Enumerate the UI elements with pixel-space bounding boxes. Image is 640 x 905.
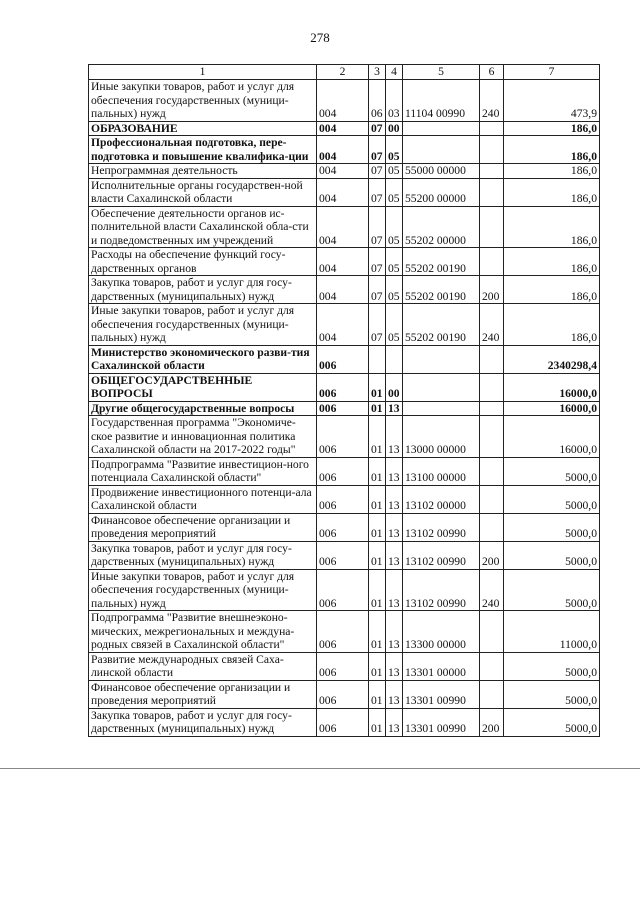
column-header: 6 <box>480 65 504 80</box>
subsection-code-cell: 05 <box>386 248 403 276</box>
expense-type-cell <box>480 345 504 373</box>
target-article-cell: 55202 00190 <box>403 248 480 276</box>
page-number: 278 <box>310 30 330 45</box>
expense-type-cell <box>480 680 504 708</box>
section-code-cell: 07 <box>369 136 386 164</box>
row-name-cell: Закупка товаров, работ и услуг для госу-дарственных (муниципальных) нужд <box>89 276 317 304</box>
amount-cell: 186,0 <box>504 121 600 136</box>
target-article-cell <box>403 401 480 416</box>
column-header: 2 <box>317 65 369 80</box>
column-header: 7 <box>504 65 600 80</box>
ministry-code-cell: 006 <box>317 569 369 611</box>
section-code-cell: 07 <box>369 206 386 248</box>
table-row <box>89 136 600 164</box>
ministry-code-cell: 006 <box>317 611 369 653</box>
row-name-cell: ОБРАЗОВАНИЕ <box>89 121 317 136</box>
target-article-cell: 13301 00990 <box>403 708 480 736</box>
ministry-code-cell: 004 <box>317 121 369 136</box>
subsection-code-cell: 13 <box>386 680 403 708</box>
amount-cell: 5000,0 <box>504 541 600 569</box>
amount-cell: 186,0 <box>504 164 600 179</box>
column-header: 4 <box>386 65 403 80</box>
ministry-code-cell: 004 <box>317 304 369 346</box>
row-name-cell: Закупка товаров, работ и услуг для госу-дарственных (муниципальных) нужд <box>89 541 317 569</box>
row-name-cell: Обеспечение деятельности органов ис-полнительной власти Сахалинской обла-сти и подведомственных им учреждений <box>89 206 317 248</box>
row-name-cell: Иные закупки товаров, работ и услуг для обеспечения государственных (муници-пальных) нужд <box>89 80 317 122</box>
target-article-cell: 55202 00000 <box>403 206 480 248</box>
table-row <box>89 121 600 136</box>
ministry-code-cell: 004 <box>317 248 369 276</box>
table-row <box>89 276 600 304</box>
table-row <box>89 178 600 206</box>
target-article-cell <box>403 373 480 401</box>
expense-type-cell: 240 <box>480 569 504 611</box>
target-article-cell: 13301 00990 <box>403 680 480 708</box>
section-code-cell: 07 <box>369 304 386 346</box>
section-code-cell: 01 <box>369 680 386 708</box>
subsection-code-cell: 13 <box>386 416 403 458</box>
expense-type-cell: 200 <box>480 541 504 569</box>
target-article-cell: 13301 00000 <box>403 652 480 680</box>
table-row <box>89 416 600 458</box>
section-code-cell: 01 <box>369 457 386 485</box>
row-name-cell: ОБЩЕГОСУДАРСТВЕННЫЕ ВОПРОСЫ <box>89 373 317 401</box>
section-code-cell: 07 <box>369 248 386 276</box>
target-article-cell: 13102 00990 <box>403 513 480 541</box>
ministry-code-cell: 004 <box>317 178 369 206</box>
section-code-cell: 01 <box>369 416 386 458</box>
section-code-cell: 01 <box>369 513 386 541</box>
section-code-cell: 01 <box>369 652 386 680</box>
expense-type-cell: 240 <box>480 80 504 122</box>
table-row <box>89 164 600 179</box>
ministry-code-cell: 006 <box>317 513 369 541</box>
ministry-code-cell: 006 <box>317 457 369 485</box>
expense-type-cell <box>480 652 504 680</box>
subsection-code-cell: 05 <box>386 136 403 164</box>
section-code-cell: 07 <box>369 178 386 206</box>
target-article-cell <box>403 345 480 373</box>
section-code-cell: 01 <box>369 373 386 401</box>
expense-type-cell <box>480 248 504 276</box>
target-article-cell: 55202 00190 <box>403 276 480 304</box>
subsection-code-cell: 13 <box>386 457 403 485</box>
amount-cell: 16000,0 <box>504 416 600 458</box>
row-name-cell: Министерство экономического разви-тия Сахалинской области <box>89 345 317 373</box>
expense-type-cell <box>480 457 504 485</box>
amount-cell: 5000,0 <box>504 708 600 736</box>
amount-cell: 473,9 <box>504 80 600 122</box>
target-article-cell: 13300 00000 <box>403 611 480 653</box>
subsection-code-cell: 13 <box>386 541 403 569</box>
expense-type-cell <box>480 373 504 401</box>
amount-cell: 5000,0 <box>504 457 600 485</box>
expense-type-cell <box>480 164 504 179</box>
target-article-cell: 11104 00990 <box>403 80 480 122</box>
expense-type-cell <box>480 416 504 458</box>
column-header: 5 <box>403 65 480 80</box>
target-article-cell <box>403 121 480 136</box>
column-header: 3 <box>369 65 386 80</box>
row-name-cell: Развитие международных связей Саха-линской области <box>89 652 317 680</box>
table-row <box>89 401 600 416</box>
amount-cell: 5000,0 <box>504 569 600 611</box>
target-article-cell: 13102 00990 <box>403 569 480 611</box>
amount-cell: 186,0 <box>504 206 600 248</box>
expense-type-cell <box>480 136 504 164</box>
subsection-code-cell: 05 <box>386 164 403 179</box>
table-row <box>89 611 600 653</box>
row-name-cell: Подпрограмма "Развитие инвестицион-ного потенциала Сахалинской области" <box>89 457 317 485</box>
table-header-row <box>89 65 600 80</box>
amount-cell: 16000,0 <box>504 401 600 416</box>
expense-type-cell <box>480 513 504 541</box>
table-row <box>89 485 600 513</box>
amount-cell: 5000,0 <box>504 652 600 680</box>
expense-type-cell <box>480 485 504 513</box>
amount-cell: 186,0 <box>504 178 600 206</box>
expense-type-cell: 200 <box>480 276 504 304</box>
amount-cell: 5000,0 <box>504 680 600 708</box>
table-row <box>89 708 600 736</box>
row-name-cell: Иные закупки товаров, работ и услуг для обеспечения государственных (муници-пальных) нужд <box>89 304 317 346</box>
table-row <box>89 569 600 611</box>
ministry-code-cell: 006 <box>317 485 369 513</box>
subsection-code-cell: 13 <box>386 401 403 416</box>
ministry-code-cell: 006 <box>317 345 369 373</box>
row-name-cell: Продвижение инвестиционного потенци-ала Сахалинской области <box>89 485 317 513</box>
ministry-code-cell: 004 <box>317 80 369 122</box>
amount-cell: 186,0 <box>504 304 600 346</box>
row-name-cell: Расходы на обеспечение функций госу-дарственных органов <box>89 248 317 276</box>
subsection-code-cell: 03 <box>386 80 403 122</box>
ministry-code-cell: 004 <box>317 164 369 179</box>
subsection-code-cell: 00 <box>386 373 403 401</box>
row-name-cell: Финансовое обеспечение организации и проведения мероприятий <box>89 513 317 541</box>
subsection-code-cell <box>386 345 403 373</box>
section-code-cell <box>369 345 386 373</box>
section-code-cell: 01 <box>369 485 386 513</box>
row-name-cell: Государственная программа "Экономиче-ское развитие и инновационная политика Сахалинской области на 2017-2022 годы" <box>89 416 317 458</box>
ministry-code-cell: 004 <box>317 206 369 248</box>
ministry-code-cell: 006 <box>317 373 369 401</box>
subsection-code-cell: 13 <box>386 708 403 736</box>
table-row <box>89 652 600 680</box>
row-name-cell: Финансовое обеспечение организации и проведения мероприятий <box>89 680 317 708</box>
section-code-cell: 07 <box>369 276 386 304</box>
row-name-cell: Другие общегосударственные вопросы <box>89 401 317 416</box>
subsection-code-cell: 00 <box>386 121 403 136</box>
expense-type-cell <box>480 121 504 136</box>
section-code-cell: 07 <box>369 121 386 136</box>
expense-type-cell <box>480 206 504 248</box>
row-name-cell: Непрограммная деятельность <box>89 164 317 179</box>
section-code-cell: 01 <box>369 541 386 569</box>
ministry-code-cell: 006 <box>317 708 369 736</box>
section-code-cell: 01 <box>369 708 386 736</box>
section-code-cell: 06 <box>369 80 386 122</box>
section-code-cell: 01 <box>369 611 386 653</box>
ministry-code-cell: 006 <box>317 652 369 680</box>
subsection-code-cell: 13 <box>386 652 403 680</box>
subsection-code-cell: 13 <box>386 513 403 541</box>
amount-cell: 186,0 <box>504 276 600 304</box>
amount-cell: 16000,0 <box>504 373 600 401</box>
row-name-cell: Исполнительные органы государствен-ной власти Сахалинской области <box>89 178 317 206</box>
amount-cell: 5000,0 <box>504 485 600 513</box>
expense-type-cell: 240 <box>480 304 504 346</box>
table-row <box>89 345 600 373</box>
table-row <box>89 680 600 708</box>
column-header: 1 <box>89 65 317 80</box>
target-article-cell <box>403 136 480 164</box>
amount-cell: 11000,0 <box>504 611 600 653</box>
expense-type-cell <box>480 178 504 206</box>
expense-type-cell <box>480 401 504 416</box>
row-name-cell: Профессиональная подготовка, пере-подготовка и повышение квалифика-ции <box>89 136 317 164</box>
table-row <box>89 206 600 248</box>
amount-cell: 2340298,4 <box>504 345 600 373</box>
target-article-cell: 13100 00000 <box>403 457 480 485</box>
section-code-cell: 01 <box>369 401 386 416</box>
target-article-cell: 55000 00000 <box>403 164 480 179</box>
amount-cell: 5000,0 <box>504 513 600 541</box>
table-row <box>89 304 600 346</box>
ministry-code-cell: 004 <box>317 276 369 304</box>
subsection-code-cell: 13 <box>386 485 403 513</box>
subsection-code-cell: 05 <box>386 276 403 304</box>
subsection-code-cell: 05 <box>386 304 403 346</box>
subsection-code-cell: 05 <box>386 206 403 248</box>
subsection-code-cell: 13 <box>386 569 403 611</box>
table-row <box>89 513 600 541</box>
section-code-cell: 01 <box>369 569 386 611</box>
table-row <box>89 248 600 276</box>
amount-cell: 186,0 <box>504 136 600 164</box>
subsection-code-cell: 13 <box>386 611 403 653</box>
table-row <box>89 457 600 485</box>
ministry-code-cell: 006 <box>317 416 369 458</box>
target-article-cell: 13000 00000 <box>403 416 480 458</box>
ministry-code-cell: 006 <box>317 541 369 569</box>
section-code-cell: 07 <box>369 164 386 179</box>
row-name-cell: Подпрограмма "Развитие внешнеэконо-мических, межрегиональных и междуна-родных связей в Сахалинской области" <box>89 611 317 653</box>
target-article-cell: 13102 00000 <box>403 485 480 513</box>
target-article-cell: 55200 00000 <box>403 178 480 206</box>
table-row <box>89 80 600 122</box>
budget-table <box>88 64 600 737</box>
table-row <box>89 373 600 401</box>
amount-cell: 186,0 <box>504 248 600 276</box>
scan-artifact-line <box>0 768 640 769</box>
ministry-code-cell: 006 <box>317 401 369 416</box>
target-article-cell: 13102 00990 <box>403 541 480 569</box>
ministry-code-cell: 006 <box>317 680 369 708</box>
expense-type-cell <box>480 611 504 653</box>
table-row <box>89 541 600 569</box>
target-article-cell: 55202 00190 <box>403 304 480 346</box>
subsection-code-cell: 05 <box>386 178 403 206</box>
row-name-cell: Иные закупки товаров, работ и услуг для обеспечения государственных (муници-пальных) нужд <box>89 569 317 611</box>
ministry-code-cell: 004 <box>317 136 369 164</box>
expense-type-cell: 200 <box>480 708 504 736</box>
row-name-cell: Закупка товаров, работ и услуг для госу-дарственных (муниципальных) нужд <box>89 708 317 736</box>
